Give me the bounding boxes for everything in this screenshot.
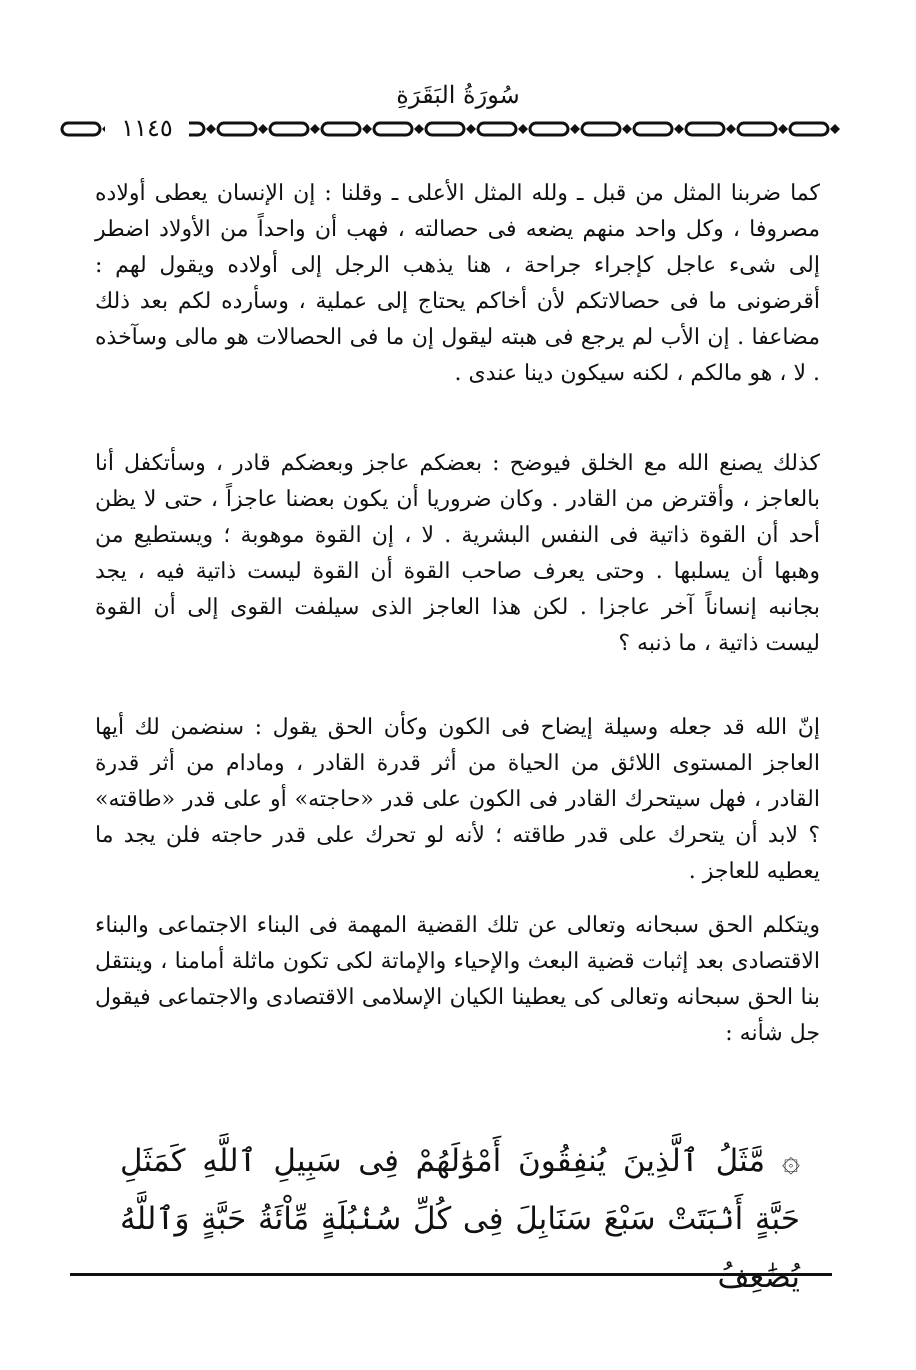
border-diamond bbox=[206, 124, 216, 134]
border-diamond bbox=[414, 124, 424, 134]
border-diamond bbox=[622, 124, 632, 134]
border-link bbox=[634, 123, 672, 135]
border-diamond bbox=[258, 124, 268, 134]
border-link bbox=[270, 123, 308, 135]
border-link bbox=[790, 123, 828, 135]
border-link bbox=[62, 123, 100, 135]
border-diamond bbox=[778, 124, 788, 134]
border-link bbox=[686, 123, 724, 135]
border-link bbox=[374, 123, 412, 135]
border-diamond bbox=[466, 124, 476, 134]
footer-rule bbox=[70, 1273, 832, 1276]
border-diamond bbox=[570, 124, 580, 134]
border-link bbox=[478, 123, 516, 135]
border-diamond bbox=[726, 124, 736, 134]
page-number: ١١٤٥ bbox=[105, 114, 189, 142]
border-link bbox=[738, 123, 776, 135]
paragraph-3: إنّ الله قد جعله وسيلة إيضاح فى الكون وكأن الحق يقول : سنضمن لك أيها العاجز المستوى اللائق من الحياة من أثر قدرة القادر ، ومادام من أثر قدرة القادر ، فهل سيتحرك القادر فى الكون على قدر «حاجته» أو على قدر «طاقته» ؟ لابد أن يتحرك على قدر طاقته ؛ لأنه لو تحرك على قدر حاجته فلن يجد ما يعطيه للعاجز . bbox=[95, 715, 820, 884]
border-diamond bbox=[310, 124, 320, 134]
border-diamond bbox=[362, 124, 372, 134]
quran-verse bbox=[120, 1132, 800, 1306]
surah-title: سُورَةُ البَقَرَةِ bbox=[396, 81, 520, 109]
paragraph-4: ويتكلم الحق سبحانه وتعالى عن تلك القضية المهمة فى البناء الاجتماعى والبناء الاقتصادى بعد إثبات قضية البعث والإحياء والإماتة لكى تكون ماثلة أمامنا ، وينتقل بنا الحق سبحانه وتعالى كى يعطينا الكيان الإسلامى الاقتصادى والاجتماعى فيقول جل شأنه : bbox=[95, 913, 820, 1046]
border-diamond bbox=[830, 124, 840, 134]
paragraph-1: كما ضربنا المثل من قبل ـ ولله المثل الأعلى ـ وقلنا : إن الإنسان يعطى أولاده مصروفا ، وكل واحد منهم يضعه فى حصالته ، فهب أن واحداً من الأولاد اضطر إلى شىء عاجل كإجراء جراحة ، هنا يذهب الرجل إلى أولاده ويقول لهم : أقرضونى ما فى حصالاتكم لأن أخاكم يحتاج إلى عملية ، وسأرده لكم بعد ذلك مضاعفا . إن الأب لم يرجع فى هبته ليقول إن ما فى الحصالات هو مالى وسآخذه . لا ، هو مالكم ، لكنه سيكون دينا عندى . bbox=[95, 181, 820, 386]
paragraph-2: كذلك يصنع الله مع الخلق فيوضح : بعضكم عاجز وبعضكم قادر ، وسأتكفل أنا بالعاجز ، وأقترض من القادر . وكان ضروريا أن يكون بعضنا عاجزاً ، حتى لا يظن أحد أن القوة ذاتية فى النفس البشرية . لا ، إن القوة موهوبة ؛ ويستطيع من وهبها أن يسلبها . وحتى يعرف صاحب القوة أن القوة ليست ذاتية فيه ، يجد بجانبه إنساناً آخر عاجزا . لكن هذا العاجز الذى سيلفت القوى إلى أن القوة ليست ذاتية ، ما ذنبه ؟ bbox=[95, 451, 820, 656]
border-diamond bbox=[674, 124, 684, 134]
border-diamond bbox=[518, 124, 528, 134]
border-link bbox=[582, 123, 620, 135]
verse-text: مَّثَلُ ٱلَّذِينَ يُنفِقُونَ أَمْوَٰلَهُمْ فِى سَبِيلِ ٱللَّهِ كَمَثَلِ حَبَّةٍ أَنۢبَتَتْ سَبْعَ سَنَابِلَ فِى كُلِّ سُنۢبُلَةٍ مِّاْئَةُ حَبَّةٍ وَٱللَّهُ يُضَٰعِفُ bbox=[120, 1143, 800, 1295]
border-link bbox=[530, 123, 568, 135]
border-link bbox=[322, 123, 360, 135]
border-link bbox=[426, 123, 464, 135]
border-link bbox=[218, 123, 256, 135]
verse-marker-icon: ۞ bbox=[781, 1143, 800, 1179]
